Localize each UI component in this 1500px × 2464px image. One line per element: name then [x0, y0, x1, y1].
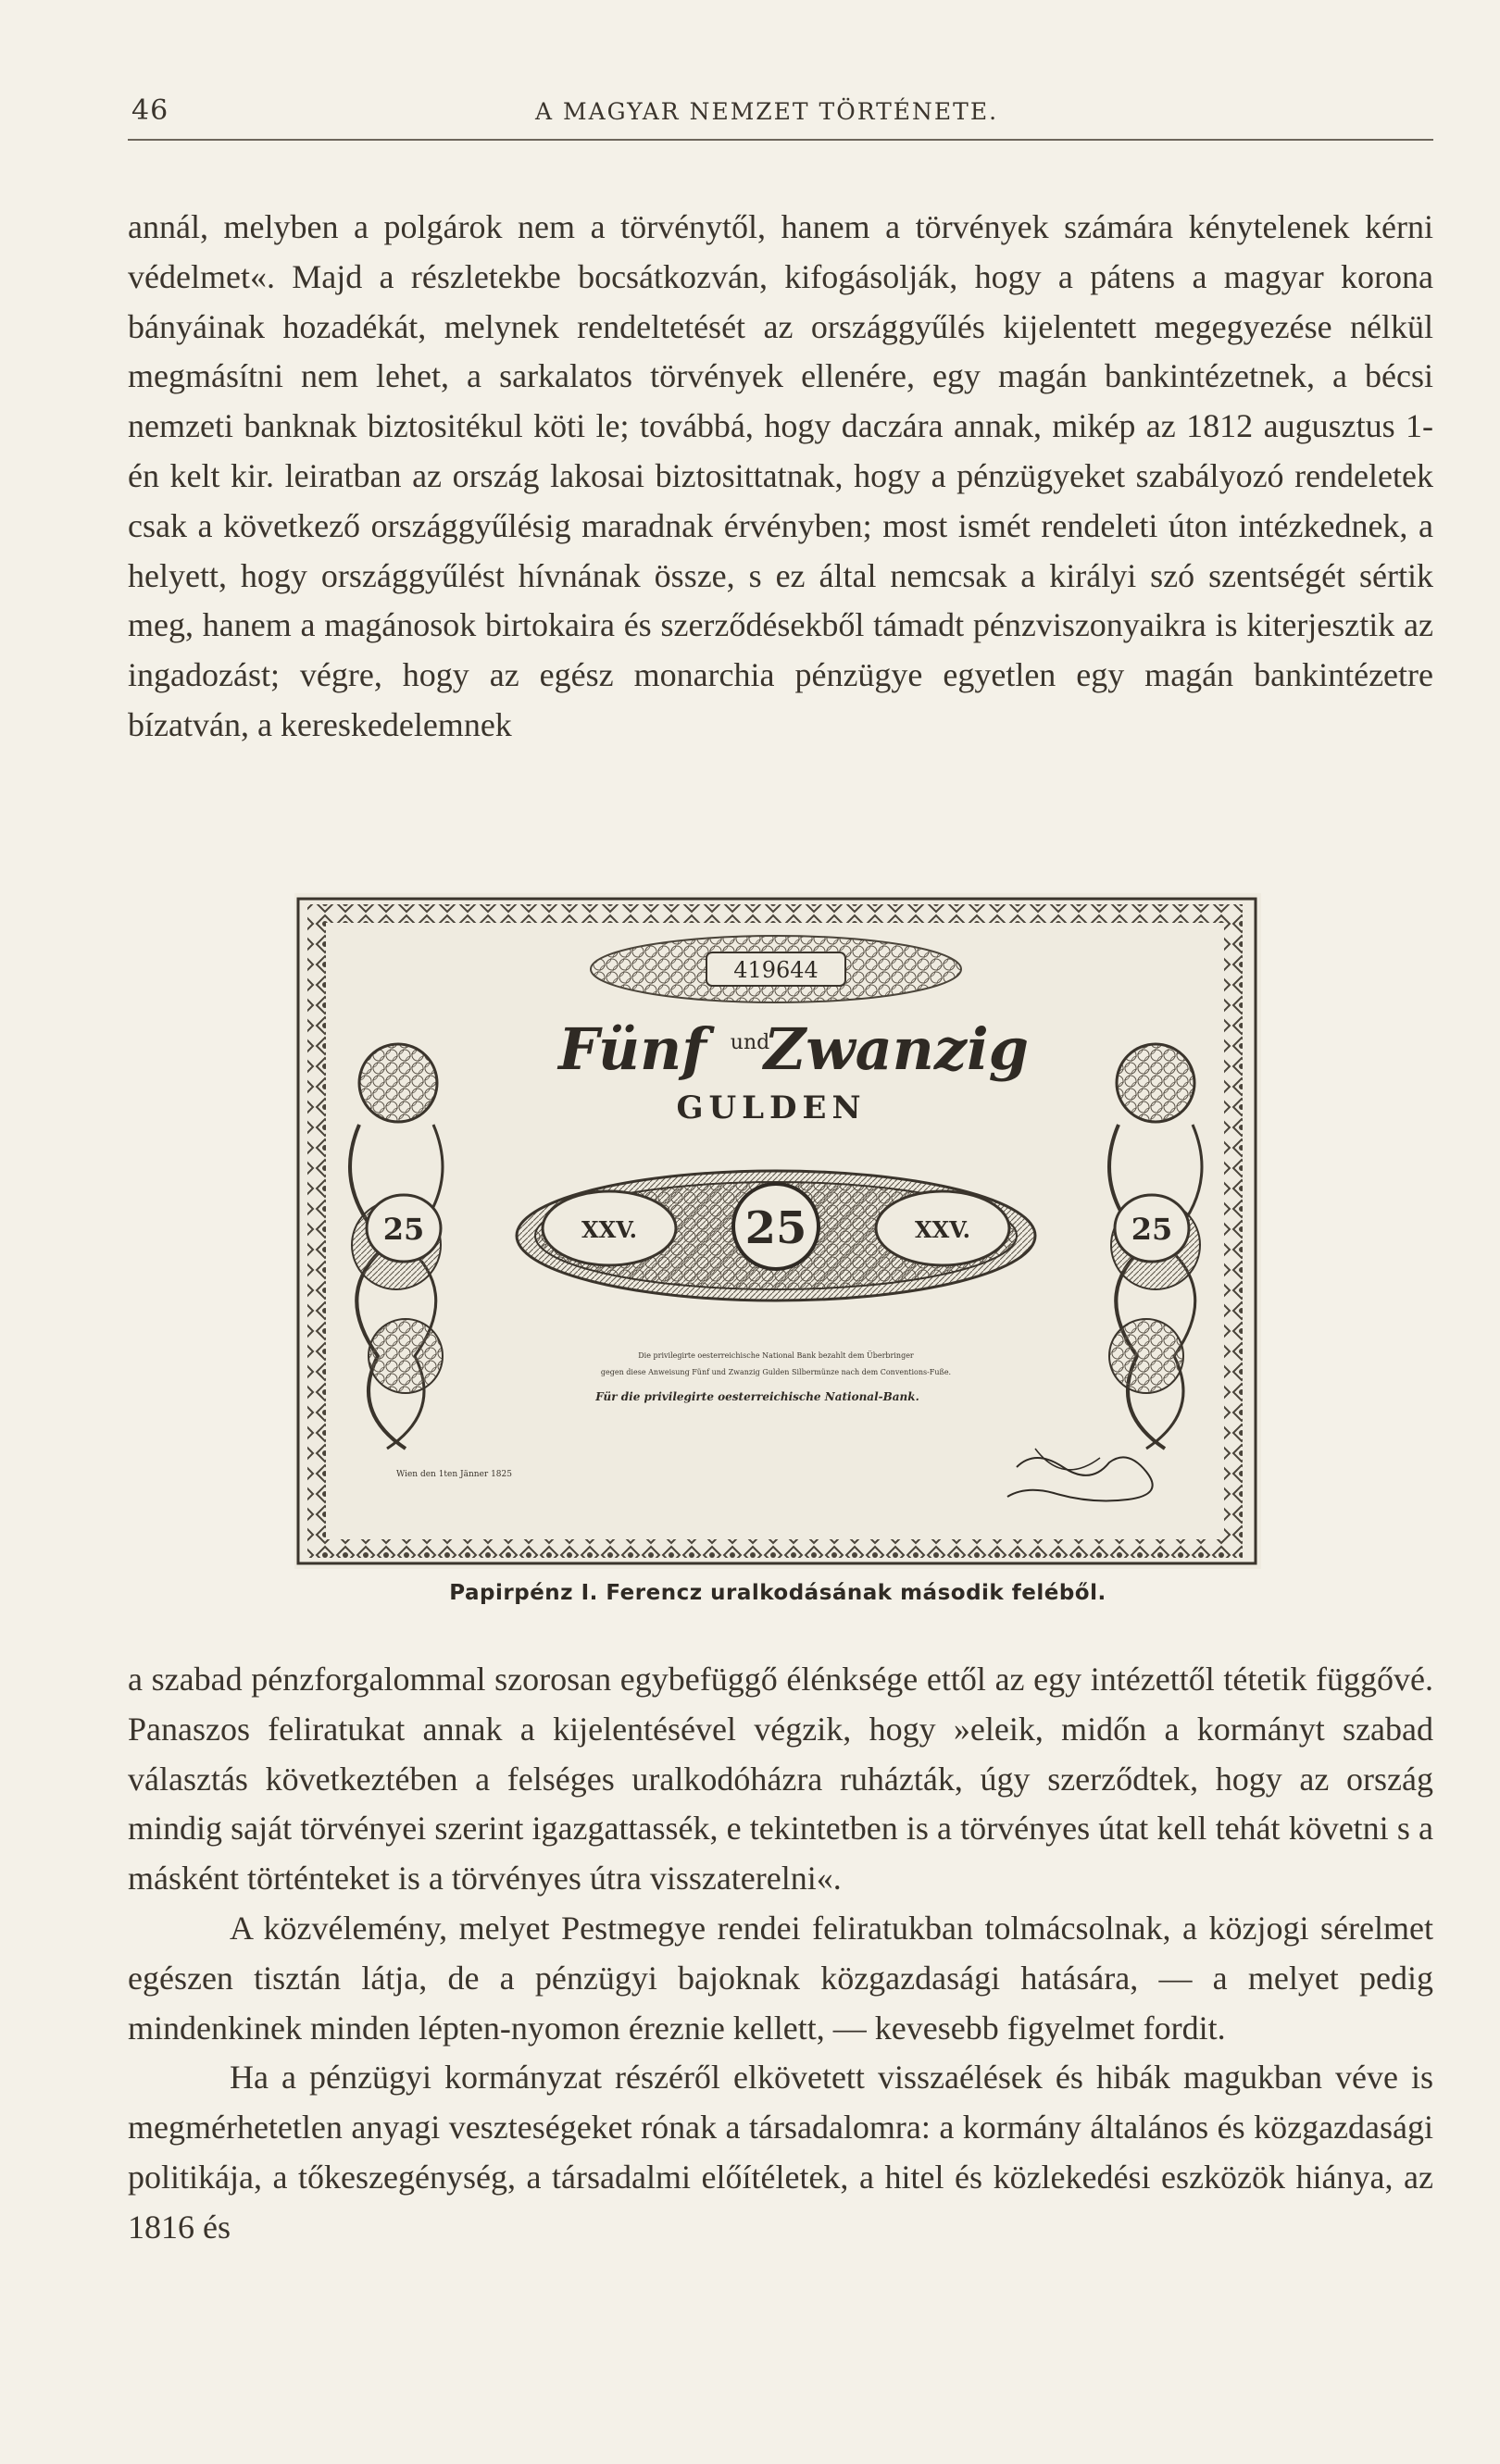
corner-value-left: 25 [382, 1212, 425, 1247]
banknote-heading [556, 1015, 1029, 1126]
border-bottom [307, 1539, 1243, 1558]
banknote-drawing [294, 893, 1261, 1569]
paragraph: A közvélemény, melyet Pestmegye rendei feliratukban tolmácsolnak, a közjogi sérelmet egészen tisztán látja, de a pénzügyi bajoknak közgazdasági hatására, — a melyet pedig mindenkinek minden lépten-nyomon éreznie kellett, — kevesebb figyelmet fordit. [128, 1909, 1433, 2047]
fine-print [396, 1351, 951, 1479]
border-right [1224, 923, 1243, 1539]
corner-value-right: 25 [1131, 1212, 1173, 1247]
paragraph: a szabad pénzforgalommal szorosan egybefüggő élénksége ettől az egy intézettől tétetik függővé. Panaszos feliratukat annak a kijelentésével végzik, hogy »eleik, midőn a kormányt szabad választás következtében a felséges uralkodóházra ruházták, úgy szerződtek, hogy az ország mindig saját törvényei szerint igazgattassék, e tekintetben is a törvényes útat kell tehát követni s a másként történteket is a törvényes útra visszaterelni«. [128, 1661, 1433, 1898]
body-text-bottom [128, 1655, 1433, 2253]
fine-print-line3: Für die privilegirte oesterreichische National-Bank. [595, 1390, 919, 1403]
border-left [307, 923, 326, 1539]
date-line: Wien den 1ten Jänner 1825 [396, 1470, 512, 1479]
serial-cartouche [591, 936, 961, 1002]
figure-caption: Papirpénz I. Ferencz uralkodásának második feléből. [449, 1581, 1106, 1605]
signature-flourish [1007, 1449, 1153, 1500]
heading-right: Zwanzig [764, 1015, 1029, 1083]
serial-number: 419644 [733, 957, 819, 983]
heading-left: Fünf [558, 1015, 706, 1083]
border-top [307, 904, 1243, 923]
running-title: A MAGYAR NEMZET TÖRTÉNETE. [535, 98, 999, 125]
paragraph: Ha a pénzügyi kormányzat részéről elkövetett visszaélések és hibák magukban véve is megmérhetetlen anyagi veszteségeket rónak a társadalomra: a kormány általános és közgazdasági politikája, a tőkeszegénység, a társadalmi előítéletek, a hitel és közlekedési eszközök hiánya, az 1816 és [128, 2059, 1433, 2246]
banknote-illustration [294, 893, 1261, 1569]
subheading: GULDEN [676, 1089, 867, 1126]
fine-print-line2: gegen diese Anweisung Fünf und Zwanzig Gulden Silbermünze nach dem Conventions-Fuße. [600, 1368, 952, 1376]
body-text-top [128, 203, 1433, 751]
fine-print-line1: Die privilegirte oesterreichische National Bank bezahlt dem Überbringer [638, 1351, 914, 1360]
paragraph: annál, melyben a polgárok nem a törvénytől, hanem a törvények számára kénytelenek kérni védelmet«. Majd a részletekbe bocsátkozván, kifogásolják, hogy a pátens a magyar korona bányáinak hozadékát, melynek rendeltetését az országgyűlés kijelentett megegyezése nélkül megmásítni nem lehet, a sarkalatos törvények ellenére, egy magán bankintézetnek, a bécsi nemzeti banknak biztositékul köti le; továbbá, hogy daczára annak, mikép az 1812 augusztus 1-én kelt kir. leiratban az ország lakosai biztosittatnak, hogy a pénzügyeket szabályozó rendeletek csak a következő országgyűlésig maradnak érvényben; most ismét rendeleti úton intézkednek, a helyett, hogy országgyűlést hívnának össze, s ez által nemcsak a királyi szó szentségét sértik meg, hanem a magánosok birtokaira és szerződésekből támadt pénzviszonyaikra is kiterjesztik az ingadozást; végre, hogy az egész monarchia pénzügye egyetlen egy magán bankintézetre bízatván, a kereskedelemnek [128, 208, 1433, 743]
side-value-right: XXV. [914, 1216, 971, 1243]
heading-und: und [730, 1031, 770, 1054]
value-medallions [367, 1171, 1189, 1300]
page-header [128, 91, 1433, 141]
side-value-left: XXV. [581, 1216, 638, 1243]
page-number: 46 [131, 94, 169, 127]
center-value: 25 [744, 1202, 807, 1254]
